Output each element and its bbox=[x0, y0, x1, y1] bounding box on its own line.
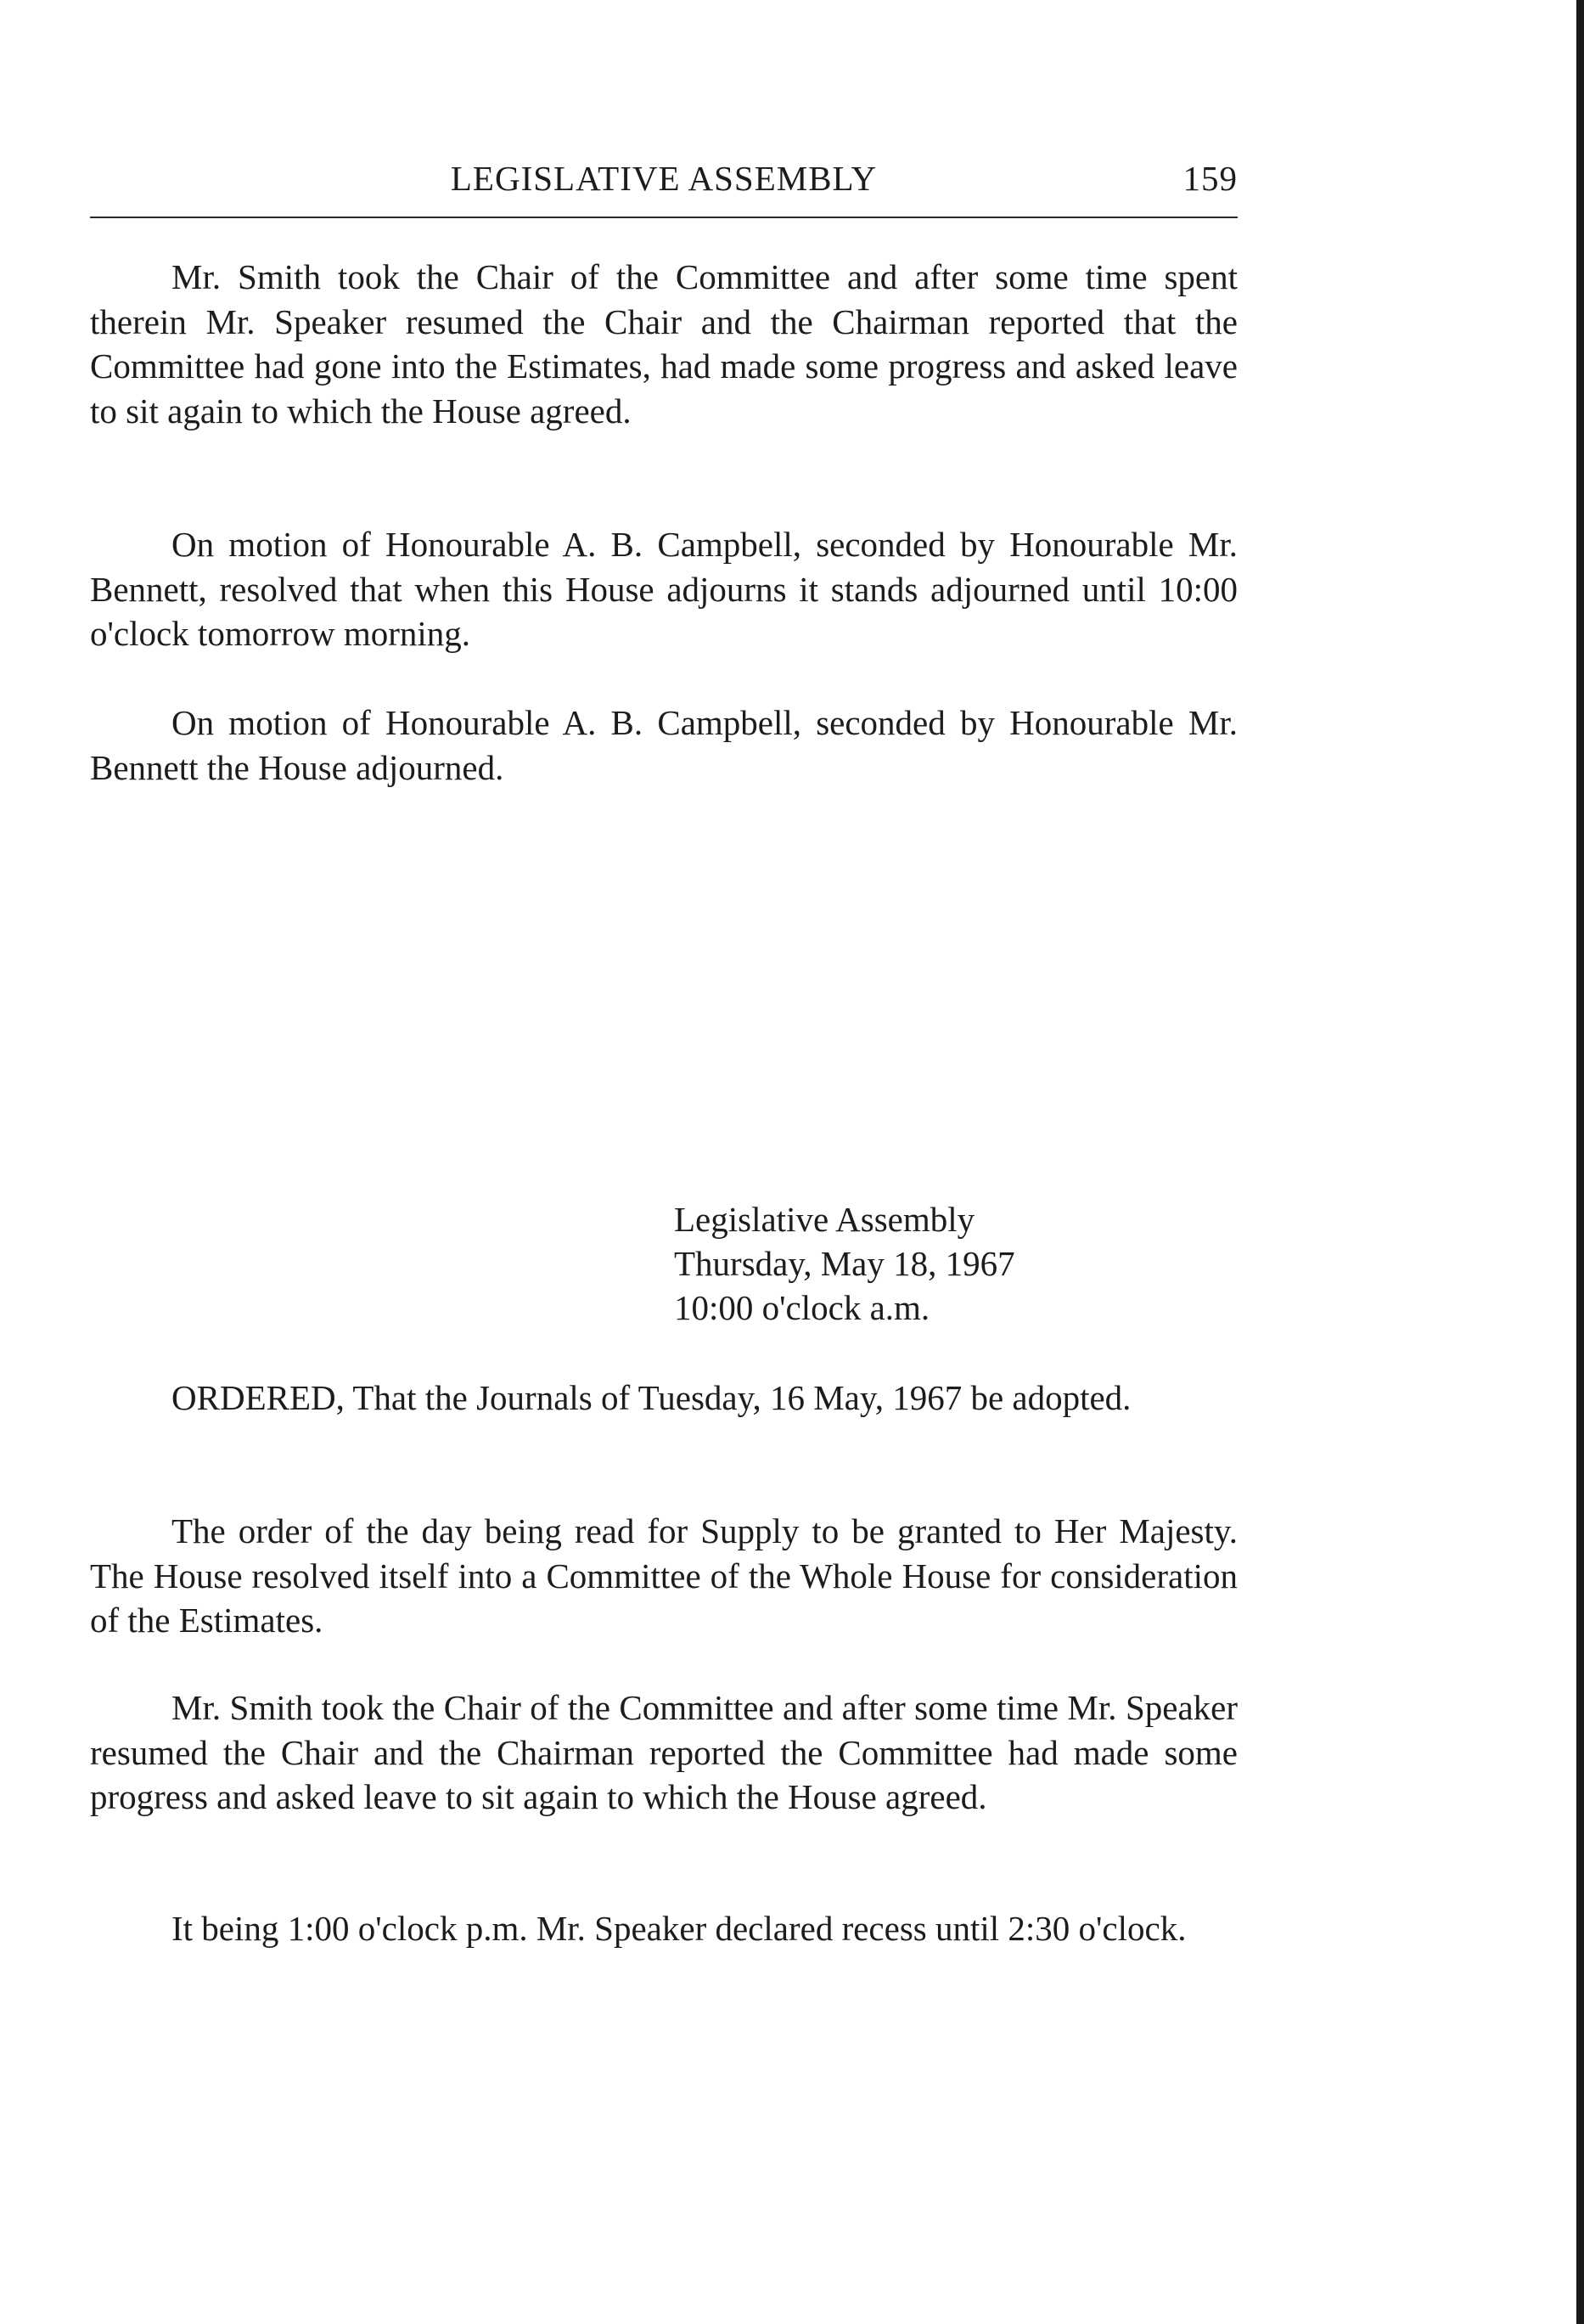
page-number: 159 bbox=[1182, 159, 1238, 198]
dateline-time: 10:00 o'clock a.m. bbox=[674, 1288, 930, 1327]
header-title: LEGISLATIVE ASSEMBLY bbox=[450, 159, 878, 198]
page-edge-shadow bbox=[1576, 0, 1584, 2324]
paragraph-committee-progress: Mr. Smith took the Chair of the Committee and after some time Mr. Speaker resumed the Chair and the Chairman reported the Committee had made some progress and asked leave to sit again to which the House agreed. bbox=[90, 1688, 1238, 1816]
paragraph-house-adjourned: On motion of Honourable A. B. Campbell, seconded by Honourable Mr. Bennett the House adjourned. bbox=[90, 703, 1238, 787]
dateline-date: Thursday, May 18, 1967 bbox=[674, 1244, 1015, 1283]
paragraph-committee-report: Mr. Smith took the Chair of the Committee and after some time spent therein Mr. Speaker resumed the Chair and the Chairman reported that the Committee had gone into the Estimates, had made some progress and asked leave to sit again to which the House agreed. bbox=[90, 257, 1238, 430]
header-rule bbox=[90, 217, 1238, 218]
journal-page bbox=[90, 153, 1238, 1948]
sitting-dateline bbox=[674, 1197, 1217, 1330]
dateline-body: Legislative Assembly bbox=[674, 1200, 975, 1239]
paragraph-adjournment-motion: On motion of Honourable A. B. Campbell, seconded by Honourable Mr. Bennett, resolved that when this House adjourns it stands adjourned until 10:00 o'clock tomorrow morning. bbox=[90, 525, 1238, 653]
paragraph-recess: It being 1:00 o'clock p.m. Mr. Speaker declared recess until 2:30 o'clock. bbox=[171, 1909, 1187, 1948]
paragraph-journals-adopted: ORDERED, That the Journals of Tuesday, 16 May, 1967 be adopted. bbox=[171, 1378, 1132, 1417]
paragraph-supply-order: The order of the day being read for Supply to be granted to Her Majesty. The House resolved itself into a Committee of the Whole House for consideration of the Estimates. bbox=[90, 1511, 1238, 1640]
running-header bbox=[90, 153, 1238, 212]
